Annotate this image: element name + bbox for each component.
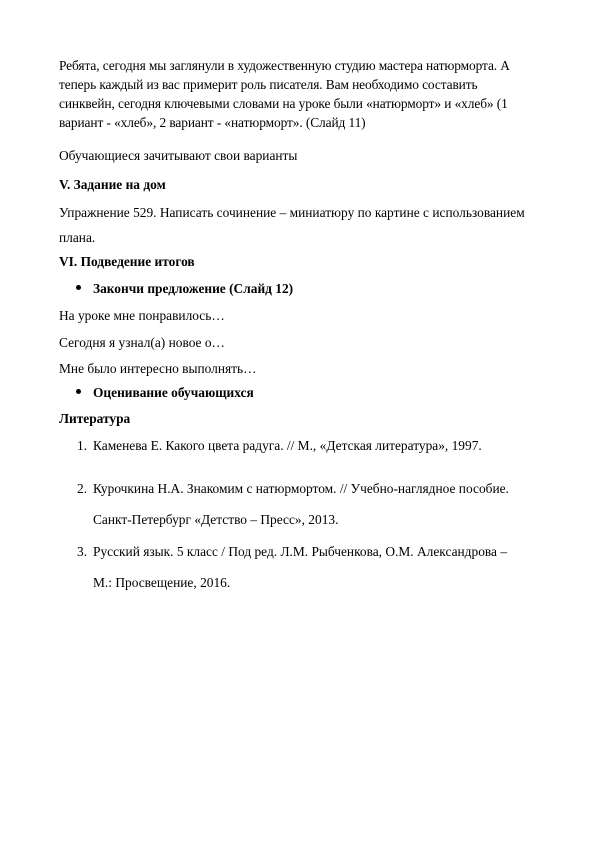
reference-line: Русский язык. 5 класс / Под ред. Л.М. Рыбченкова, О.М. Александрова – <box>93 544 508 559</box>
reference-text <box>93 536 549 598</box>
homework-line: Упражнение 529. Написать сочинение – миниатюру по картине с использованием <box>59 205 525 220</box>
intro-line: синквейн, сегодня ключевыми словами на уроке были «натюрморт» и «хлеб» (1 <box>59 96 508 111</box>
reference-text <box>93 430 549 461</box>
reference-number: 1. <box>77 438 88 453</box>
homework-line: плана. <box>59 230 96 245</box>
literature-heading: Литература <box>59 411 131 426</box>
bullet-text: Оценивание обучающихся <box>93 385 254 400</box>
intro-line: вариант - «хлеб», 2 вариант - «натюрморт». (Слайд 11) <box>59 115 366 130</box>
phrase-line: На уроке мне понравилось… <box>59 308 225 323</box>
phrase-line: Мне было интересно выполнять… <box>59 361 257 376</box>
reference-text <box>93 473 549 535</box>
intro-paragraph <box>59 56 549 132</box>
reference-line: М.: Просвещение, 2016. <box>93 575 231 590</box>
phrase-line: Сегодня я узнал(а) новое о… <box>59 335 225 350</box>
homework-paragraph <box>59 200 549 250</box>
section-5-heading: V. Задание на дом <box>59 177 166 192</box>
students-read-text: Обучающиеся зачитывают свои варианты <box>59 148 298 163</box>
bullet-icon <box>76 285 81 290</box>
intro-line: Ребята, сегодня мы заглянули в художественную студию мастера натюрморта. А <box>59 58 510 73</box>
section-6-heading: VI. Подведение итогов <box>59 254 195 269</box>
reference-line: Курочкина Н.А. Знакомим с натюрмортом. // Учебно-наглядное пособие. <box>93 481 509 496</box>
reference-line: Санкт-Петербург «Детство – Пресс», 2013. <box>93 512 339 527</box>
reference-number: 3. <box>77 544 88 559</box>
intro-line: теперь каждый из вас примерит роль писателя. Вам необходимо составить <box>59 77 478 92</box>
reference-number: 2. <box>77 481 88 496</box>
reference-line: Каменева Е. Какого цвета радуга. // М., «Детская литература», 1997. <box>93 438 482 453</box>
bullet-icon <box>76 389 81 394</box>
bullet-text: Закончи предложение (Слайд 12) <box>93 281 294 296</box>
